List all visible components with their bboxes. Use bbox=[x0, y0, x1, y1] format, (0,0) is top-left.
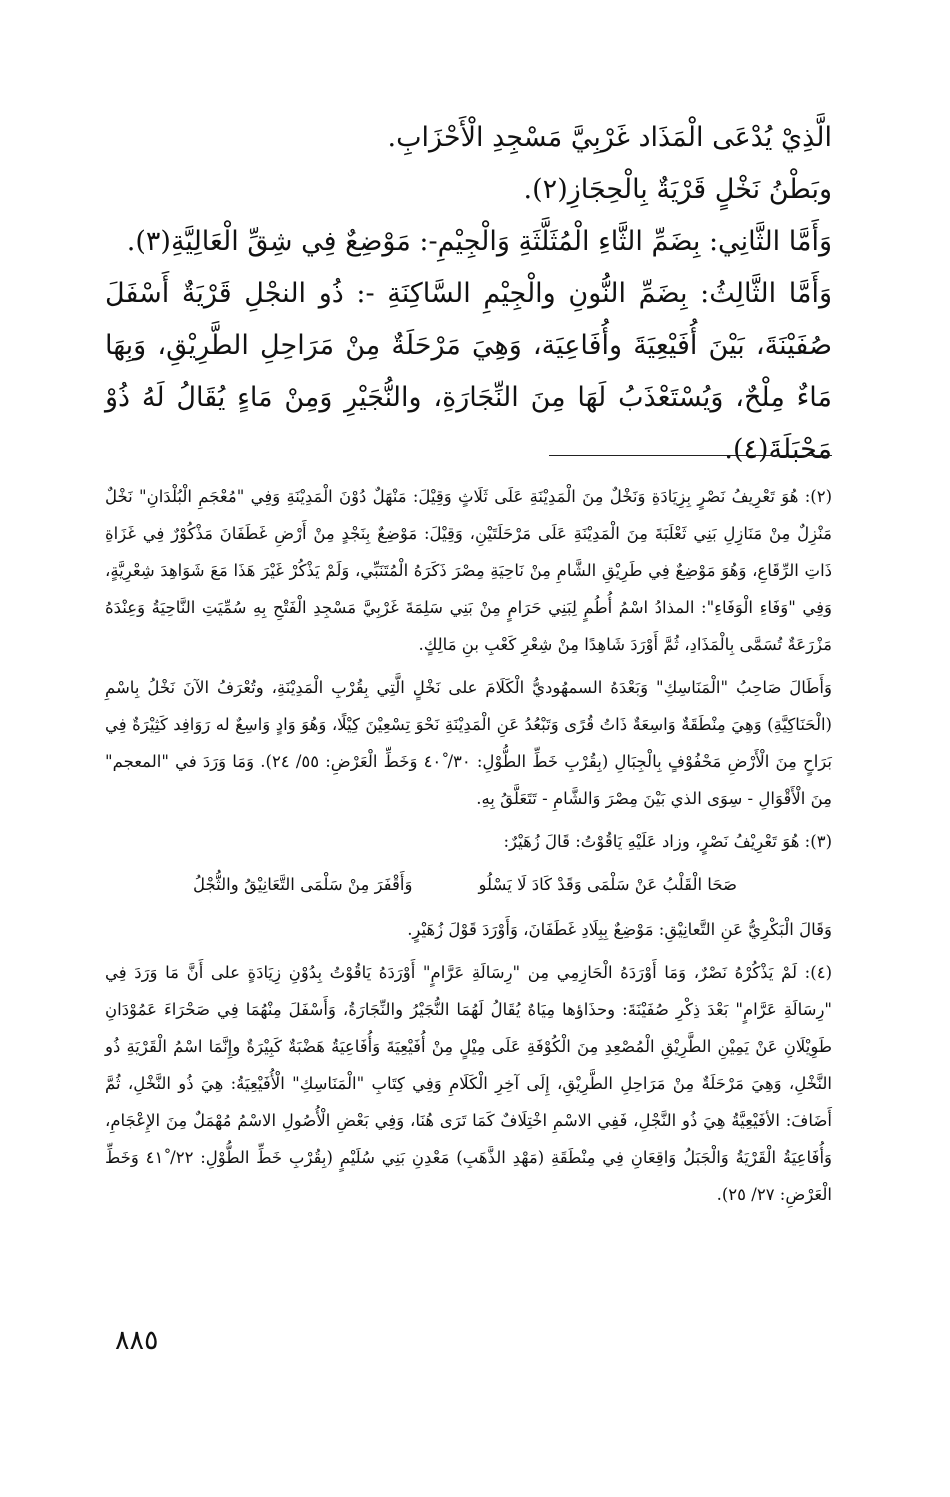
main-line: وَأَمَّا الثَّانِي: بِضَمِّ الثَّاءِ الْمُثَلَّثَةِ وَالْجِيْمِ-: مَوْضِعٌ فِي شِقِّ الْعَالِيَّةِ(٣). bbox=[126, 226, 832, 257]
main-line: الَّذِيْ يُدْعَى الْمَذَاد غَرْبِيَّ مَسْجِدِ الْأَحْزَابِ. bbox=[387, 122, 832, 153]
poetry-verse bbox=[105, 866, 832, 903]
footnote-4: (٤): لَمْ يَذْكُرْهُ نَصْرٌ، وَمَا أَوْرَدَهُ الْحَازِمِي مِن "رِسَالَةِ عَرَّامٍ" أَوْرَدَهُ يَاقُوْتُ بِدُوْنِ زِيَادَةٍ على أَنَّ مَا وَرَدَ فِي "رِسَالَةِ عَرَّامٍ" بَعْدَ ذِكْرِ صُفَيْنَةَ: وحذَاؤها مِيَاهٌ يُقَالُ لَهُمَا النُّجَيْرُ والنِّجَارَةُ، وَأَسْفَلَ مِنْهُمَا فِي صَحْرَاءَ عَمُوْدَانِ طَوِيْلَانِ عَنْ يَمِيْنِ الطَّرِيْقِ الْمُصْعِدِ مِنَ الْكُوْفَةِ عَلَى مِيْلٍ مِنْ أُفَيْعِيَةَ وَأُفَاعِيَةُ هَضْبَةٌ كَبِيْرَةٌ وإِنَّمَا اسْمُ الْقَرْيَةِ ذُو النَّخْلِ، وَهِيَ مَرْحَلَةٌ مِنْ مَرَاحِلِ الطَّرِيْقِ، إِلَى آخِرِ الْكَلَامِ وَفِي كِتَابِ "الْمَنَاسِكِ" الْأُفَيْعِيَةُ: هِيَ ذُو النَّخْلِ، ثُمَّ أَضَافَ: الأفَيْعِيَّةُ هِيَ ذُو النَّجْلِ، فَفِي الاسْمِ اخْتِلَافٌ كَمَا تَرَى هُنَا، وَفِي بَعْضِ الْأُصُولِ الاسْمُ مُهْمَلٌ مِنَ الإِعْجَامِ، وَأُفَاعِيَةُ الْقَرْيَةُ وَالْجَبَلُ وَاقِعَانِ فِي مِنْطَقَةِ (مَهْدِ الذَّهَبِ) مَعْدِنِ بَنِي سُلَيْمٍ (بِقُرْبِ خَطِّ الطُّوْلِ: ٢٢/ ٤١ْ وَخَطِّ الْعَرْضِ: ٢٧/ ٢٥). bbox=[105, 963, 832, 1204]
main-line: وبَطْنُ نَخْلٍ قَرْيَةٌ بِالْحِجَازِ(٢). bbox=[523, 174, 832, 205]
footnote-3-continuation: وَقَالَ الْبَكْرِيُّ عَنِ التَّعانِيْقِ: مَوْضِعٌ بِبِلَادِ غَطَفَانَ، وَأَوْرَدَ قَوْلَ زُهَيْرٍ. bbox=[407, 920, 832, 939]
footnote-3: (٣): هُوَ تَعْرِيْفُ نَصْرٍ، وزاد عَلَيْهِ يَاقُوْتُ: قَالَ زُهَيْرٌ: bbox=[503, 832, 832, 851]
verse-first-hemistich: صَحَا الْقَلْبُ عَنْ سَلْمَى وَقَدْ كَادَ لَا يَسْلُو bbox=[478, 875, 737, 894]
footnotes-block bbox=[105, 478, 832, 1219]
main-paragraph: وَأَمَّا الثَّالِثُ: بِضَمِّ النُّونِ والْجِيْمِ السَّاكِنَةِ -: ذُو النجْلِ قَرْيَةٌ أَسْفَلَ صُفَيْنَةَ، بَيْنَ أُفَيْعِيَةَ وأُفَاعِيَة، وَهِيَ مَرْحَلَةٌ مِنْ مَرَاحِلِ الطَّرِيْقِ، وَبِهَا مَاءٌ مِلْحٌ، وَيُسْتَعْذَبُ لَهَا مِنَ النِّجَارَةِ، والنُّجَيْرِ وَمِنْ مَاءٍ يُقَالُ لَهُ ذُوْ مَحْبَلَةَ(٤). bbox=[105, 278, 832, 465]
footnote-2-continuation: وَأَطَالَ صَاحِبُ "الْمَنَاسِكِ" وَبَعْدَهُ السمهُوديُّ الْكَلَامَ على نَخْلٍ الَّتِي بِقُرْبِ الْمَدِيْنَةِ، وتُعْرَفُ الآنَ نَخْلُ بِاسْمِ (الْحَنَاكِيَّةِ) وَهِيَ مِنْطَقَةٌ وَاسِعَةٌ ذَاتُ قُرًى وَتَبْعُدُ عَنِ الْمَدِيْنَةِ نَحْوَ تِسْعِيْنَ كِيْلًا، وَهُوَ وَادٍ وَاسِعٌ له رَوَافِد كَثِيْرَةٌ فِي بَرَاحٍ مِنَ الْأَرْضِ مَحْفُوْفٍ بِالْجِبَالِ (بِقُرْبِ خَطِّ الطُّوْلِ: ٣٠/ ٤٠ْ وَخَطِّ الْعَرْضِ: ٥٥/ ٢٤). وَمَا وَرَدَ في "المعجم" مِنَ الْأَقْوَالِ - سِوَى الذي بَيْنَ مِصْرَ وَالشَّامِ - تَتَعَلَّقُ بِهِ. bbox=[105, 678, 832, 808]
footnote-2: (٢): هُوَ تَعْرِيفُ نَصْرٍ بِزِيَادَةِ وَنَخْلٌ مِنَ الْمَدِيْنَةِ عَلَى ثَلَاثٍ وَقِيْلَ: مَنْهَلٌ دُوْنَ الْمَدِيْنَةِ وَفِي "مُعْجَمِ الْبُلْدَانِ" نَخْلٌ مَنْزِلٌ مِنْ مَنَازِلِ بَنِي ثَعْلَبَةَ مِنَ الْمَدِيْنَةِ عَلَى مَرْحَلَتَيْنِ، وَقِيْلَ: مَوْضِعٌ بِنَجْدٍ مِنْ أَرْضِ غَطَفَانَ مَذْكُوْرٌ فِي غَزَاةِ ذَاتِ الرِّقَاعِ، وَهُوَ مَوْضِعٌ فِي طَرِيْقِ الشَّامِ مِنْ نَاحِيَةِ مِصْرَ ذَكَرَهُ الْمُتَنَبِّي، وَلَمْ يَذْكُرْ غَيْرَ هَذَا مَعَ شَوَاهِدَ شِعْرِيَّةٍ، وَفِي "وَفَاءِ الْوَفَاءِ": المذادُ اسْمُ أُطُمٍ لِبَنِي حَرَامٍ مِنْ بَنِي سَلِمَةَ غَرْبِيَّ مَسْجِدِ الْفَتْحِ بِهِ سُمِّيَتِ النَّاحِيَةُ وَعِنْدَهُ مَزْرَعَةٌ تُسَمَّى بِالْمَذَادِ، ثُمَّ أَوْرَدَ شَاهِدًا مِنْ شِعْرِ كَعْبِ بنِ مَالِكٍ. bbox=[105, 487, 832, 654]
main-text-block bbox=[105, 112, 832, 476]
verse-second-hemistich: وَأَقْفَرَ مِنْ سَلْمَى التَّعَانِيْقُ والثُّجْلُ bbox=[193, 875, 413, 894]
page-number: ٨٨٥ bbox=[115, 1325, 159, 1356]
footnote-separator bbox=[549, 455, 832, 456]
